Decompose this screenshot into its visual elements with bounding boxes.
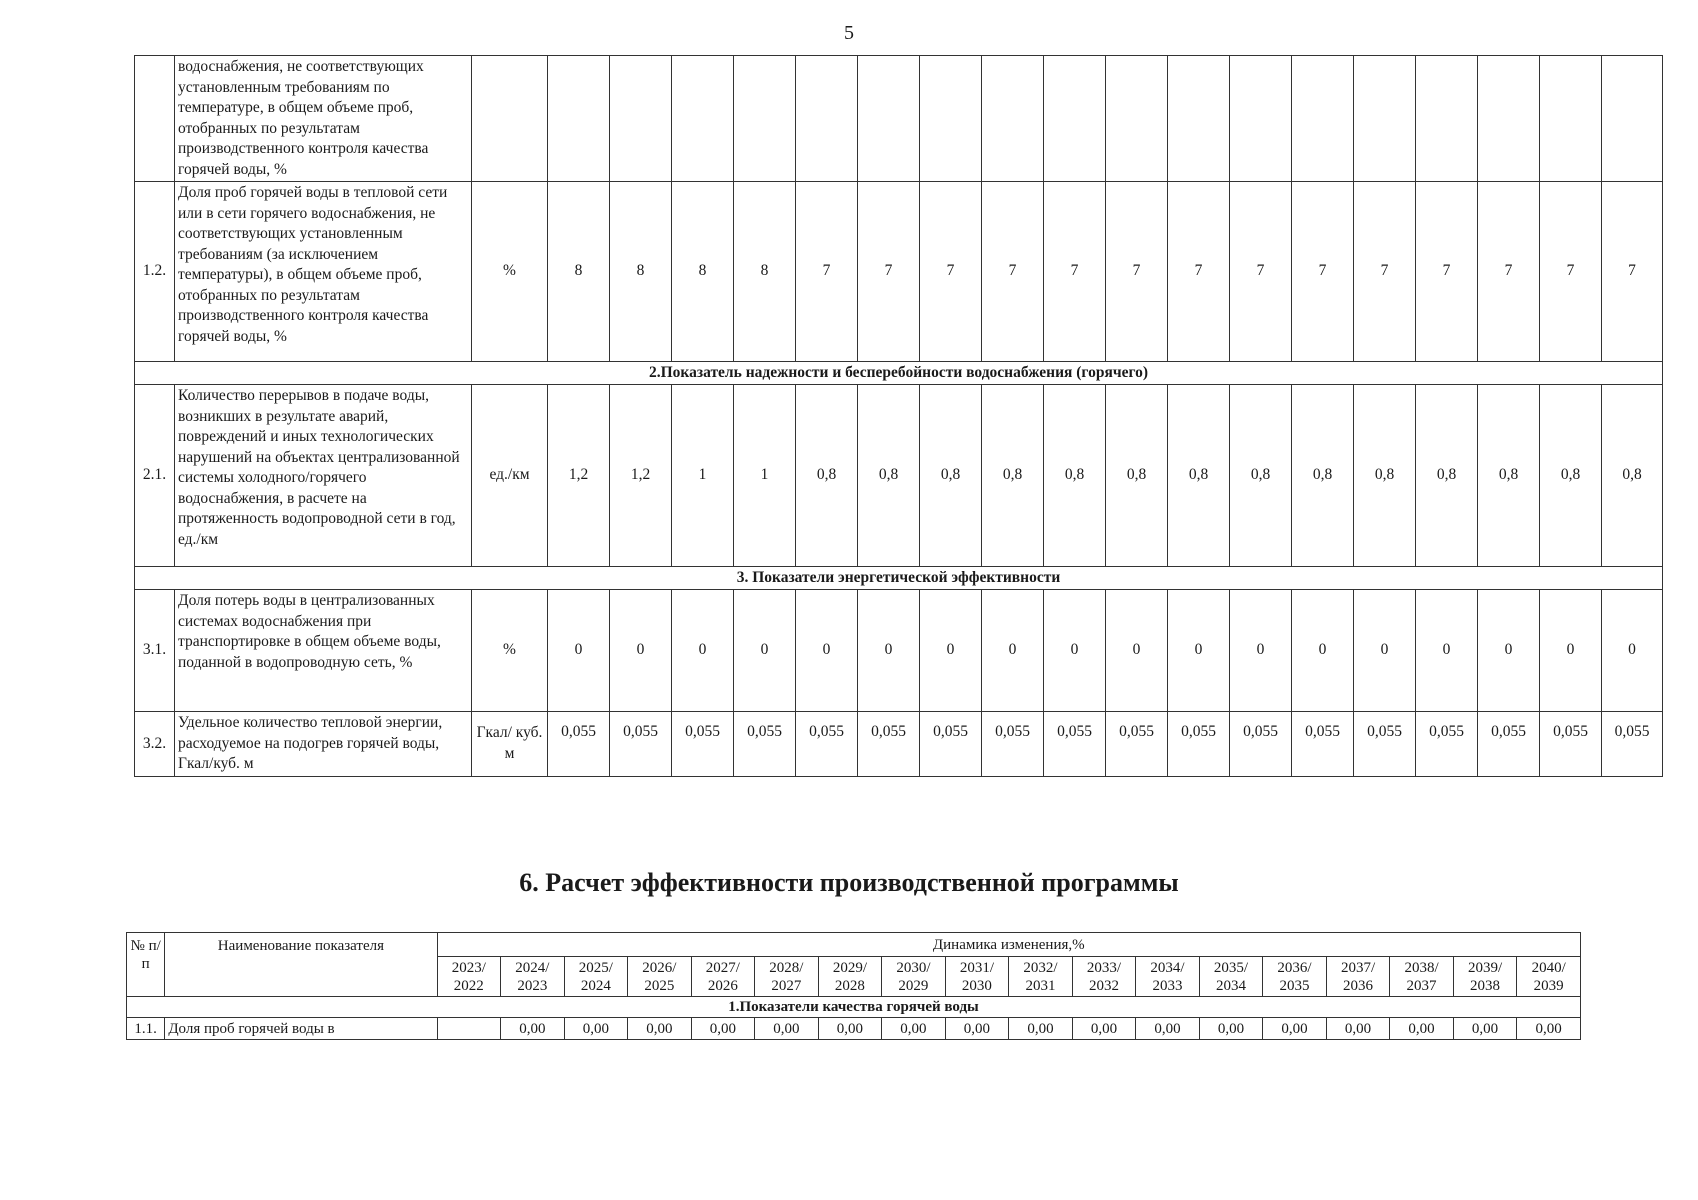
value-cell: 0 [610, 590, 672, 712]
period-header: 2028/ 2027 [755, 957, 819, 997]
value-cell: 0,00 [691, 1018, 755, 1040]
value-cell [1230, 56, 1292, 182]
value-cell: 0 [858, 590, 920, 712]
value-cell: 1 [734, 385, 796, 567]
value-cell: 1,2 [548, 385, 610, 567]
value-cell: 0 [548, 590, 610, 712]
value-cell: 0,055 [1478, 712, 1540, 777]
period-header: 2024/ 2023 [501, 957, 565, 997]
value-cell [1292, 56, 1354, 182]
value-cell: 0 [1292, 590, 1354, 712]
value-cell [734, 56, 796, 182]
value-cell: 0 [796, 590, 858, 712]
value-cell [1106, 56, 1168, 182]
value-cell: 8 [610, 182, 672, 362]
value-cell: 0,8 [1292, 385, 1354, 567]
value-cell [982, 56, 1044, 182]
value-cell: 0,8 [982, 385, 1044, 567]
value-cell: 0,00 [755, 1018, 819, 1040]
section-heading: 6. Расчет эффективности производственной программы [519, 868, 1179, 897]
period-header: 2036/ 2035 [1263, 957, 1327, 997]
value-cell: 0,055 [982, 712, 1044, 777]
value-cell: 0,8 [920, 385, 982, 567]
value-cell: 0,055 [1168, 712, 1230, 777]
value-cell: 7 [1540, 182, 1602, 362]
section-title-quality: 1.Показатели качества горячей воды [127, 997, 1581, 1018]
indicator-number [135, 56, 175, 182]
period-header: 2023/ 2022 [437, 957, 501, 997]
section-row [135, 362, 1663, 385]
period-header: 2027/ 2026 [691, 957, 755, 997]
indicator-unit: Гкал/ куб. м [472, 712, 548, 777]
row-num: 1.1. [127, 1018, 165, 1040]
period-header: 2037/ 2036 [1326, 957, 1390, 997]
value-cell: 0 [1416, 590, 1478, 712]
value-cell: 0 [672, 590, 734, 712]
indicator-number: 1.2. [135, 182, 175, 362]
value-cell: 0 [1540, 590, 1602, 712]
value-cell: 0,055 [548, 712, 610, 777]
value-cell: 0,00 [564, 1018, 628, 1040]
value-cell: 0,00 [1390, 1018, 1454, 1040]
value-cell: 0,00 [818, 1018, 882, 1040]
value-cell: 0,055 [1602, 712, 1663, 777]
value-cell [672, 56, 734, 182]
indicator-row [135, 385, 1663, 567]
value-cell [796, 56, 858, 182]
period-header: 2035/ 2034 [1199, 957, 1263, 997]
value-cell [437, 1018, 501, 1040]
value-cell: 0,8 [1106, 385, 1168, 567]
value-cell [1478, 56, 1540, 182]
value-cell: 0,055 [1540, 712, 1602, 777]
period-header: 2032/ 2031 [1009, 957, 1073, 997]
efficiency-table [126, 932, 1581, 1040]
value-cell: 0 [1044, 590, 1106, 712]
value-cell: 0 [1478, 590, 1540, 712]
value-cell: 7 [1230, 182, 1292, 362]
value-cell: 7 [858, 182, 920, 362]
value-cell [1602, 56, 1663, 182]
period-header: 2030/ 2029 [882, 957, 946, 997]
period-header: 2034/ 2033 [1136, 957, 1200, 997]
value-cell: 0,00 [882, 1018, 946, 1040]
section-title: 3. Показатели энергетической эффективности [135, 567, 1663, 590]
value-cell [1354, 56, 1416, 182]
indicator-number: 3.2. [135, 712, 175, 777]
indicator-number: 3.1. [135, 590, 175, 712]
row-name: Доля проб горячей воды в [165, 1018, 437, 1040]
value-cell: 7 [920, 182, 982, 362]
value-cell: 7 [982, 182, 1044, 362]
value-cell [1168, 56, 1230, 182]
value-cell: 8 [672, 182, 734, 362]
value-cell: 0,8 [1416, 385, 1478, 567]
value-cell: 7 [1416, 182, 1478, 362]
value-cell: 0,8 [1168, 385, 1230, 567]
value-cell [610, 56, 672, 182]
indicator-name: Доля потерь воды в централизованных системах водоснабжения при транспортировке в общем объеме воды, поданной в водопроводную сеть, % [175, 590, 472, 712]
value-cell: 0,055 [920, 712, 982, 777]
period-header: 2038/ 2037 [1390, 957, 1454, 997]
page-number: 5 [844, 22, 854, 44]
section-title: 2.Показатель надежности и бесперебойности водоснабжения (горячего) [135, 362, 1663, 385]
value-cell: 7 [1168, 182, 1230, 362]
value-cell: 0 [1106, 590, 1168, 712]
value-cell: 0,8 [1044, 385, 1106, 567]
indicator-unit: % [472, 182, 548, 362]
value-cell [548, 56, 610, 182]
indicators-table [134, 55, 1663, 777]
value-cell: 7 [1478, 182, 1540, 362]
value-cell: 0,00 [1136, 1018, 1200, 1040]
value-cell: 0,00 [1517, 1018, 1581, 1040]
value-cell: 0,055 [1230, 712, 1292, 777]
value-cell: 7 [796, 182, 858, 362]
value-cell: 0,8 [1478, 385, 1540, 567]
value-cell: 0,055 [672, 712, 734, 777]
value-cell: 0,055 [1044, 712, 1106, 777]
value-cell: 1 [672, 385, 734, 567]
indicator-row [135, 182, 1663, 362]
section-row [135, 567, 1663, 590]
value-cell: 0,055 [858, 712, 920, 777]
value-cell: 0 [734, 590, 796, 712]
period-header: 2031/ 2030 [945, 957, 1009, 997]
period-header: 2026/ 2025 [628, 957, 692, 997]
value-cell: 7 [1044, 182, 1106, 362]
value-cell: 0,00 [501, 1018, 565, 1040]
value-cell [1540, 56, 1602, 182]
value-cell: 0,00 [628, 1018, 692, 1040]
value-cell: 0 [982, 590, 1044, 712]
value-cell: 0,00 [945, 1018, 1009, 1040]
indicator-number: 2.1. [135, 385, 175, 567]
indicator-unit [472, 56, 548, 182]
value-cell: 0,00 [1072, 1018, 1136, 1040]
period-header: 2040/ 2039 [1517, 957, 1581, 997]
value-cell [1416, 56, 1478, 182]
value-cell: 0 [1168, 590, 1230, 712]
period-header: 2033/ 2032 [1072, 957, 1136, 997]
indicator-unit: % [472, 590, 548, 712]
indicator-name: водоснабжения, не соответствующих установленным требованиям по температуре, в общем объеме проб, отобранных по результатам производственного контроля качества горячей воды, % [175, 56, 472, 182]
value-cell [858, 56, 920, 182]
value-cell: 7 [1354, 182, 1416, 362]
indicator-name: Удельное количество тепловой энергии, расходуемое на подогрев горячей воды, Гкал/куб. м [175, 712, 472, 777]
value-cell: 0 [920, 590, 982, 712]
value-cell: 0,055 [796, 712, 858, 777]
value-cell: 0,055 [1106, 712, 1168, 777]
value-cell: 0,00 [1199, 1018, 1263, 1040]
value-cell: 0,055 [734, 712, 796, 777]
value-cell: 0 [1230, 590, 1292, 712]
header-num: № п/п [127, 933, 165, 997]
value-cell: 8 [734, 182, 796, 362]
value-cell: 7 [1602, 182, 1663, 362]
indicator-row [135, 712, 1663, 777]
value-cell: 0,8 [858, 385, 920, 567]
value-cell [920, 56, 982, 182]
value-cell: 0,055 [1354, 712, 1416, 777]
value-cell: 8 [548, 182, 610, 362]
value-cell: 0,8 [796, 385, 858, 567]
period-header: 2039/ 2038 [1453, 957, 1517, 997]
indicator-name: Количество перерывов в подаче воды, возникших в результате аварий, повреждений и иных технологических нарушений на объектах централизованной системы холодного/горячего водоснабжения, в расчете на протяженность водопроводной сети в год, ед./км [175, 385, 472, 567]
value-cell: 0,055 [1416, 712, 1478, 777]
indicator-name: Доля проб горячей воды в тепловой сети или в сети горячего водоснабжения, не соответствующих установленным требованиям (за исключением температуры), в общем объеме проб, отобранных по результатам производственного контроля качества горячей воды, % [175, 182, 472, 362]
value-cell: 0,8 [1230, 385, 1292, 567]
value-cell: 0,8 [1354, 385, 1416, 567]
header-dynamics: Динамика изменения,% [437, 933, 1580, 957]
header-name: Наименование показателя [165, 933, 437, 997]
value-cell [1044, 56, 1106, 182]
indicator-unit: ед./км [472, 385, 548, 567]
indicator-row [135, 56, 1663, 182]
value-cell: 7 [1292, 182, 1354, 362]
value-cell: 0 [1602, 590, 1663, 712]
value-cell: 0,00 [1263, 1018, 1327, 1040]
value-cell: 0,00 [1453, 1018, 1517, 1040]
value-cell: 0,00 [1326, 1018, 1390, 1040]
indicator-row [135, 590, 1663, 712]
value-cell: 0,055 [1292, 712, 1354, 777]
value-cell: 7 [1106, 182, 1168, 362]
value-cell: 0,00 [1009, 1018, 1073, 1040]
value-cell: 0 [1354, 590, 1416, 712]
period-header: 2029/ 2028 [818, 957, 882, 997]
value-cell: 0,8 [1602, 385, 1663, 567]
period-header: 2025/ 2024 [564, 957, 628, 997]
value-cell: 1,2 [610, 385, 672, 567]
value-cell: 0,055 [610, 712, 672, 777]
value-cell: 0,8 [1540, 385, 1602, 567]
